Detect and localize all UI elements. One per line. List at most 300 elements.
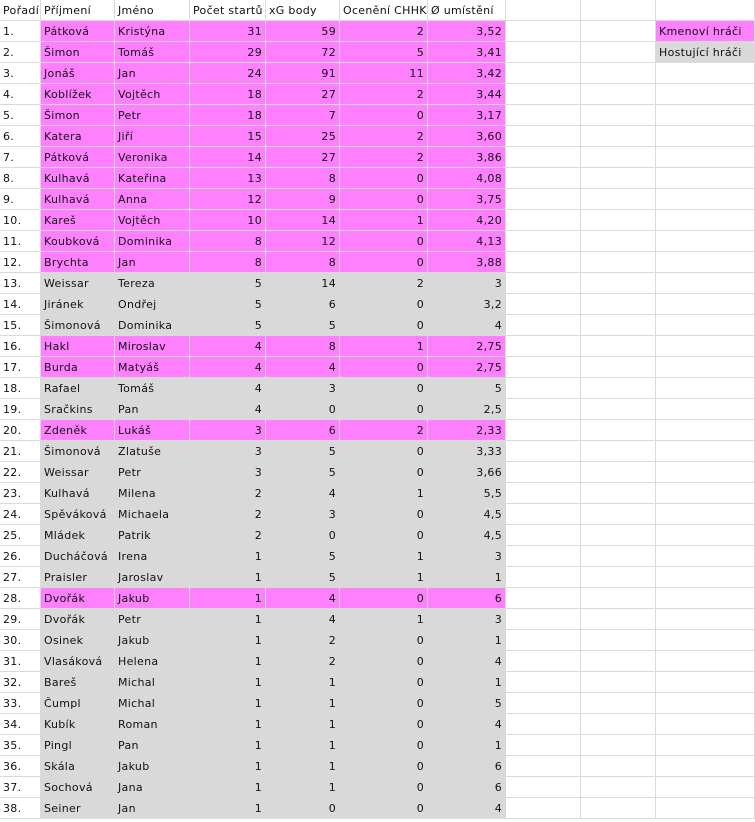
last-name-cell[interactable]: Bareš [41,672,115,693]
empty-cell[interactable] [506,546,581,567]
empty-cell[interactable] [581,399,656,420]
empty-cell[interactable] [506,420,581,441]
empty-cell[interactable] [656,231,755,252]
first-name-cell[interactable]: Zlatuše [115,441,190,462]
rank-cell[interactable]: 1. [0,21,41,42]
xg-cell[interactable]: 1 [266,777,340,798]
empty-cell[interactable] [581,252,656,273]
avg-cell[interactable]: 1 [428,672,506,693]
award-cell[interactable]: 0 [340,525,428,546]
first-name-cell[interactable]: Petr [115,462,190,483]
award-cell[interactable]: 0 [340,168,428,189]
starts-cell[interactable]: 1 [190,735,266,756]
rank-cell[interactable]: 30. [0,630,41,651]
empty-cell[interactable] [581,525,656,546]
first-name-cell[interactable]: Petr [115,609,190,630]
avg-cell[interactable]: 3,42 [428,63,506,84]
empty-cell[interactable] [656,63,755,84]
starts-cell[interactable]: 1 [190,756,266,777]
rank-cell[interactable]: 21. [0,441,41,462]
award-cell[interactable]: 0 [340,399,428,420]
xg-cell[interactable]: 4 [266,609,340,630]
empty-cell[interactable] [656,651,755,672]
rank-cell[interactable]: 14. [0,294,41,315]
xg-cell[interactable]: 1 [266,672,340,693]
xg-cell[interactable]: 9 [266,189,340,210]
empty-cell[interactable] [581,546,656,567]
last-name-cell[interactable]: Mládek [41,525,115,546]
starts-cell[interactable]: 2 [190,483,266,504]
avg-cell[interactable]: 3,75 [428,189,506,210]
last-name-cell[interactable]: Jonáš [41,63,115,84]
empty-cell[interactable] [506,357,581,378]
award-cell[interactable]: 1 [340,483,428,504]
award-cell[interactable]: 0 [340,798,428,819]
empty-cell[interactable] [506,798,581,819]
rank-cell[interactable]: 6. [0,126,41,147]
first-name-cell[interactable]: Petr [115,105,190,126]
first-name-cell[interactable]: Vojtěch [115,84,190,105]
rank-cell[interactable]: 15. [0,315,41,336]
avg-cell[interactable]: 6 [428,588,506,609]
starts-cell[interactable]: 15 [190,126,266,147]
first-name-cell[interactable]: Kateřina [115,168,190,189]
empty-cell[interactable] [656,336,755,357]
last-name-cell[interactable]: Pátková [41,147,115,168]
award-cell[interactable]: 0 [340,504,428,525]
rank-cell[interactable]: 34. [0,714,41,735]
empty-cell[interactable] [656,147,755,168]
empty-cell[interactable] [506,105,581,126]
first-name-cell[interactable]: Anna [115,189,190,210]
award-cell[interactable]: 1 [340,210,428,231]
xg-cell[interactable]: 5 [266,546,340,567]
starts-cell[interactable]: 12 [190,189,266,210]
avg-cell[interactable]: 3 [428,546,506,567]
avg-cell[interactable]: 3 [428,609,506,630]
header-starts[interactable]: Počet startů [190,0,266,21]
first-name-cell[interactable]: Ondřej [115,294,190,315]
first-name-cell[interactable]: Roman [115,714,190,735]
empty-cell[interactable] [506,231,581,252]
empty-cell[interactable] [581,42,656,63]
starts-cell[interactable]: 18 [190,84,266,105]
empty-cell[interactable] [581,63,656,84]
empty-cell[interactable] [506,378,581,399]
empty-cell[interactable] [656,777,755,798]
award-cell[interactable]: 2 [340,147,428,168]
starts-cell[interactable]: 4 [190,336,266,357]
award-cell[interactable]: 0 [340,441,428,462]
last-name-cell[interactable]: Dvořák [41,588,115,609]
xg-cell[interactable]: 3 [266,378,340,399]
xg-cell[interactable]: 1 [266,714,340,735]
xg-cell[interactable]: 1 [266,693,340,714]
empty-cell[interactable] [581,84,656,105]
last-name-cell[interactable]: Sračkins [41,399,115,420]
empty-cell[interactable] [581,483,656,504]
avg-cell[interactable]: 3,60 [428,126,506,147]
avg-cell[interactable]: 3,86 [428,147,506,168]
last-name-cell[interactable]: Ducháčová [41,546,115,567]
award-cell[interactable]: 0 [340,630,428,651]
empty-cell[interactable] [581,777,656,798]
starts-cell[interactable]: 1 [190,651,266,672]
rank-cell[interactable]: 3. [0,63,41,84]
legend-host[interactable]: Hostující hráči [656,42,755,63]
empty-cell[interactable] [581,672,656,693]
empty-cell[interactable] [656,357,755,378]
empty-cell[interactable] [506,42,581,63]
empty-cell[interactable] [656,483,755,504]
xg-cell[interactable]: 4 [266,357,340,378]
empty-cell[interactable] [656,798,755,819]
avg-cell[interactable]: 3,44 [428,84,506,105]
first-name-cell[interactable]: Michal [115,672,190,693]
first-name-cell[interactable]: Kristýna [115,21,190,42]
xg-cell[interactable]: 59 [266,21,340,42]
award-cell[interactable]: 5 [340,42,428,63]
empty-cell[interactable] [656,273,755,294]
empty-cell[interactable] [581,441,656,462]
xg-cell[interactable]: 0 [266,399,340,420]
award-cell[interactable]: 0 [340,294,428,315]
starts-cell[interactable]: 1 [190,798,266,819]
empty-cell[interactable] [506,168,581,189]
last-name-cell[interactable]: Burda [41,357,115,378]
empty-cell[interactable] [656,567,755,588]
award-cell[interactable]: 0 [340,588,428,609]
first-name-cell[interactable]: Michal [115,693,190,714]
rank-cell[interactable]: 28. [0,588,41,609]
last-name-cell[interactable]: Sochová [41,777,115,798]
rank-cell[interactable]: 19. [0,399,41,420]
starts-cell[interactable]: 14 [190,147,266,168]
rank-cell[interactable]: 4. [0,84,41,105]
empty-cell[interactable] [506,315,581,336]
empty-cell[interactable] [581,567,656,588]
avg-cell[interactable]: 3,2 [428,294,506,315]
empty-cell[interactable] [656,378,755,399]
last-name-cell[interactable]: Kulhavá [41,483,115,504]
avg-cell[interactable]: 4,08 [428,168,506,189]
xg-cell[interactable]: 14 [266,210,340,231]
avg-cell[interactable]: 1 [428,567,506,588]
avg-cell[interactable]: 2,75 [428,336,506,357]
last-name-cell[interactable]: Rafael [41,378,115,399]
empty-cell[interactable] [506,147,581,168]
header-first-name[interactable]: Jméno [115,0,190,21]
avg-cell[interactable]: 4,20 [428,210,506,231]
first-name-cell[interactable]: Jana [115,777,190,798]
last-name-cell[interactable]: Kulhavá [41,189,115,210]
empty-cell[interactable] [506,651,581,672]
starts-cell[interactable]: 1 [190,777,266,798]
xg-cell[interactable]: 2 [266,651,340,672]
empty-cell[interactable] [506,630,581,651]
xg-cell[interactable]: 5 [266,315,340,336]
xg-cell[interactable]: 8 [266,168,340,189]
award-cell[interactable]: 1 [340,609,428,630]
last-name-cell[interactable]: Dvořák [41,609,115,630]
avg-cell[interactable]: 3,52 [428,21,506,42]
last-name-cell[interactable]: Seiner [41,798,115,819]
rank-cell[interactable]: 27. [0,567,41,588]
award-cell[interactable]: 0 [340,315,428,336]
last-name-cell[interactable]: Osinek [41,630,115,651]
starts-cell[interactable]: 5 [190,294,266,315]
empty-cell[interactable] [506,399,581,420]
last-name-cell[interactable]: Šimon [41,42,115,63]
rank-cell[interactable]: 5. [0,105,41,126]
empty-cell[interactable] [506,252,581,273]
last-name-cell[interactable]: Koubková [41,231,115,252]
avg-cell[interactable]: 4,5 [428,525,506,546]
empty-cell[interactable] [581,315,656,336]
empty-cell[interactable] [656,252,755,273]
avg-cell[interactable]: 4 [428,651,506,672]
empty-cell[interactable] [581,504,656,525]
empty-cell[interactable] [506,273,581,294]
first-name-cell[interactable]: Pan [115,399,190,420]
last-name-cell[interactable]: Šimon [41,105,115,126]
starts-cell[interactable]: 1 [190,693,266,714]
starts-cell[interactable]: 4 [190,378,266,399]
xg-cell[interactable]: 12 [266,231,340,252]
last-name-cell[interactable]: Praisler [41,567,115,588]
header-rank[interactable]: Pořadí [0,0,41,21]
first-name-cell[interactable]: Tomáš [115,42,190,63]
rank-cell[interactable]: 36. [0,756,41,777]
empty-cell[interactable] [581,462,656,483]
empty-cell[interactable] [581,420,656,441]
empty-cell[interactable] [506,693,581,714]
last-name-cell[interactable]: Kareš [41,210,115,231]
empty-cell[interactable] [506,441,581,462]
empty-cell[interactable] [656,294,755,315]
last-name-cell[interactable]: Weissar [41,273,115,294]
avg-cell[interactable]: 4,13 [428,231,506,252]
last-name-cell[interactable]: Šimonová [41,441,115,462]
starts-cell[interactable]: 2 [190,525,266,546]
starts-cell[interactable]: 3 [190,462,266,483]
rank-cell[interactable]: 37. [0,777,41,798]
first-name-cell[interactable]: Veronika [115,147,190,168]
rank-cell[interactable]: 24. [0,504,41,525]
first-name-cell[interactable]: Jaroslav [115,567,190,588]
award-cell[interactable]: 0 [340,714,428,735]
rank-cell[interactable]: 18. [0,378,41,399]
empty-cell[interactable] [506,189,581,210]
award-cell[interactable]: 0 [340,693,428,714]
xg-cell[interactable]: 25 [266,126,340,147]
last-name-cell[interactable]: Skála [41,756,115,777]
xg-cell[interactable]: 5 [266,441,340,462]
avg-cell[interactable]: 4 [428,315,506,336]
avg-cell[interactable]: 3,17 [428,105,506,126]
rank-cell[interactable]: 13. [0,273,41,294]
xg-cell[interactable]: 5 [266,567,340,588]
header-last-name[interactable]: Příjmení [41,0,115,21]
empty-cell[interactable] [506,756,581,777]
empty-cell[interactable] [581,378,656,399]
empty-cell[interactable] [506,714,581,735]
award-cell[interactable]: 2 [340,420,428,441]
avg-cell[interactable]: 6 [428,777,506,798]
empty-cell[interactable] [506,525,581,546]
starts-cell[interactable]: 1 [190,714,266,735]
empty-cell[interactable] [506,21,581,42]
last-name-cell[interactable]: Vlasáková [41,651,115,672]
xg-cell[interactable]: 72 [266,42,340,63]
rank-cell[interactable]: 11. [0,231,41,252]
empty-cell[interactable] [581,147,656,168]
first-name-cell[interactable]: Matyáš [115,357,190,378]
avg-cell[interactable]: 1 [428,735,506,756]
award-cell[interactable]: 0 [340,756,428,777]
rank-cell[interactable]: 8. [0,168,41,189]
first-name-cell[interactable]: Dominika [115,315,190,336]
award-cell[interactable]: 0 [340,378,428,399]
avg-cell[interactable]: 6 [428,756,506,777]
xg-cell[interactable]: 2 [266,630,340,651]
award-cell[interactable]: 0 [340,735,428,756]
empty-cell[interactable] [581,651,656,672]
avg-cell[interactable]: 4,5 [428,504,506,525]
last-name-cell[interactable]: Spěváková [41,504,115,525]
empty-cell[interactable] [506,462,581,483]
empty-cell[interactable] [506,588,581,609]
first-name-cell[interactable]: Milena [115,483,190,504]
empty-cell[interactable] [656,189,755,210]
award-cell[interactable]: 1 [340,336,428,357]
first-name-cell[interactable]: Jiří [115,126,190,147]
award-cell[interactable]: 0 [340,252,428,273]
avg-cell[interactable]: 5 [428,693,506,714]
first-name-cell[interactable]: Jakub [115,756,190,777]
last-name-cell[interactable]: Kulhavá [41,168,115,189]
empty-cell[interactable] [506,672,581,693]
avg-cell[interactable]: 2,75 [428,357,506,378]
empty-cell[interactable] [581,693,656,714]
award-cell[interactable]: 1 [340,567,428,588]
empty-cell[interactable] [581,21,656,42]
empty-cell[interactable] [656,714,755,735]
starts-cell[interactable]: 5 [190,315,266,336]
starts-cell[interactable]: 10 [190,210,266,231]
xg-cell[interactable]: 6 [266,294,340,315]
empty-cell[interactable] [656,105,755,126]
award-cell[interactable]: 0 [340,462,428,483]
last-name-cell[interactable]: Brychta [41,252,115,273]
header-xg[interactable]: xG body [266,0,340,21]
xg-cell[interactable]: 91 [266,63,340,84]
award-cell[interactable]: 0 [340,357,428,378]
award-cell[interactable]: 2 [340,126,428,147]
rank-cell[interactable]: 7. [0,147,41,168]
header-avg[interactable]: Ø umístění [428,0,506,21]
xg-cell[interactable]: 6 [266,420,340,441]
empty-cell[interactable] [506,567,581,588]
empty-cell[interactable] [506,609,581,630]
starts-cell[interactable]: 2 [190,504,266,525]
award-cell[interactable]: 0 [340,672,428,693]
rank-cell[interactable]: 17. [0,357,41,378]
rank-cell[interactable]: 32. [0,672,41,693]
last-name-cell[interactable]: Kubík [41,714,115,735]
empty-cell[interactable] [656,315,755,336]
avg-cell[interactable]: 4 [428,798,506,819]
rank-cell[interactable]: 23. [0,483,41,504]
empty-cell[interactable] [581,357,656,378]
xg-cell[interactable]: 7 [266,105,340,126]
rank-cell[interactable]: 2. [0,42,41,63]
empty-cell[interactable] [506,210,581,231]
empty-cell[interactable] [656,525,755,546]
last-name-cell[interactable]: Koblížek [41,84,115,105]
starts-cell[interactable]: 1 [190,588,266,609]
empty-cell[interactable] [656,609,755,630]
avg-cell[interactable]: 3,41 [428,42,506,63]
empty-cell[interactable] [581,735,656,756]
xg-cell[interactable]: 14 [266,273,340,294]
last-name-cell[interactable]: Zdeněk [41,420,115,441]
first-name-cell[interactable]: Helena [115,651,190,672]
empty-cell[interactable] [581,273,656,294]
empty-cell[interactable] [506,63,581,84]
starts-cell[interactable]: 3 [190,420,266,441]
starts-cell[interactable]: 3 [190,441,266,462]
starts-cell[interactable]: 18 [190,105,266,126]
first-name-cell[interactable]: Vojtěch [115,210,190,231]
starts-cell[interactable]: 5 [190,273,266,294]
empty-cell[interactable] [656,672,755,693]
award-cell[interactable]: 0 [340,651,428,672]
xg-cell[interactable]: 5 [266,462,340,483]
xg-cell[interactable]: 3 [266,504,340,525]
award-cell[interactable]: 0 [340,105,428,126]
starts-cell[interactable]: 4 [190,357,266,378]
rank-cell[interactable]: 20. [0,420,41,441]
award-cell[interactable]: 0 [340,189,428,210]
empty-cell[interactable] [656,693,755,714]
empty-cell[interactable] [656,126,755,147]
starts-cell[interactable]: 8 [190,231,266,252]
rank-cell[interactable]: 9. [0,189,41,210]
empty-cell[interactable] [581,588,656,609]
starts-cell[interactable]: 1 [190,672,266,693]
empty-cell[interactable] [581,231,656,252]
first-name-cell[interactable]: Pan [115,735,190,756]
avg-cell[interactable]: 1 [428,630,506,651]
empty-cell[interactable] [656,399,755,420]
empty-cell[interactable] [506,777,581,798]
avg-cell[interactable]: 3,66 [428,462,506,483]
empty-cell[interactable] [656,630,755,651]
empty-cell[interactable] [506,0,581,21]
avg-cell[interactable]: 2,33 [428,420,506,441]
empty-cell[interactable] [506,126,581,147]
empty-cell[interactable] [656,420,755,441]
rank-cell[interactable]: 25. [0,525,41,546]
last-name-cell[interactable]: Pingl [41,735,115,756]
rank-cell[interactable]: 26. [0,546,41,567]
starts-cell[interactable]: 29 [190,42,266,63]
empty-cell[interactable] [581,168,656,189]
starts-cell[interactable]: 8 [190,252,266,273]
first-name-cell[interactable]: Jakub [115,588,190,609]
first-name-cell[interactable]: Jan [115,252,190,273]
